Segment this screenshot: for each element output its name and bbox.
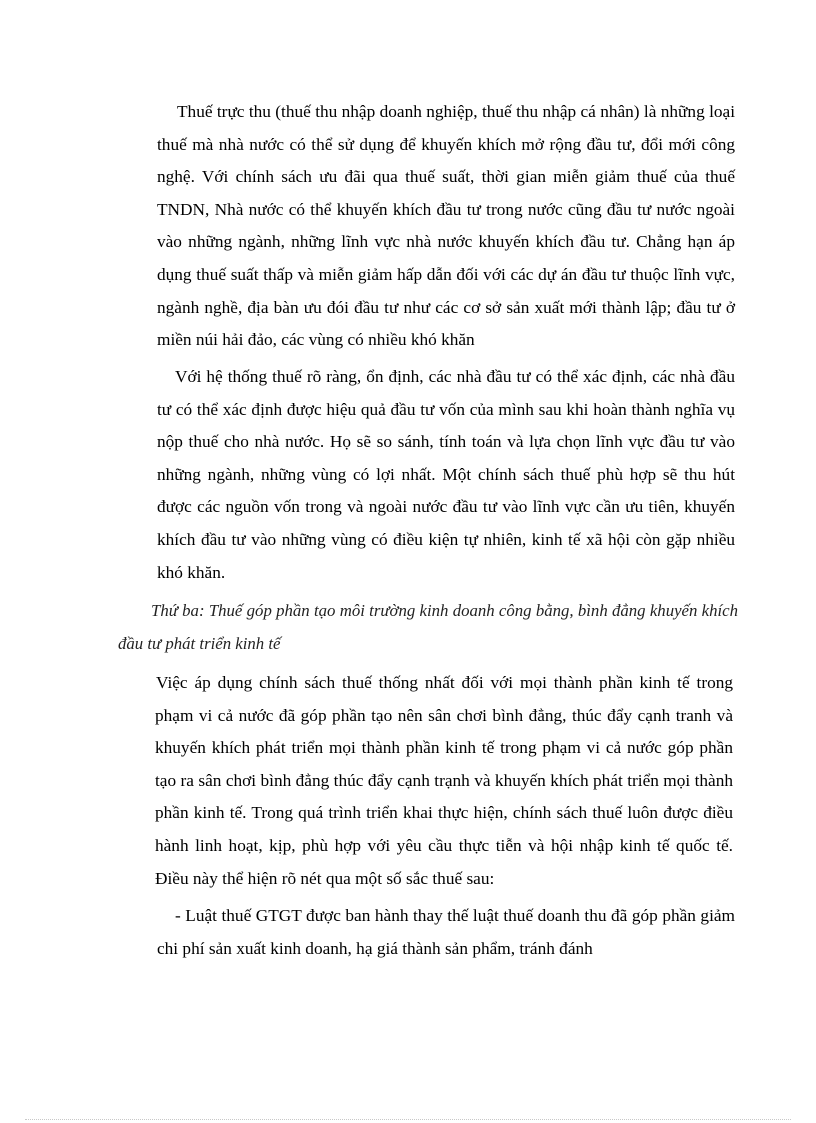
section-heading-third: Thứ ba: Thuế góp phần tạo môi trường kinh doanh công bằng, bình đẳng khuyến khích đầu tư phát triển kinh tế	[118, 601, 738, 653]
page-bottom-divider	[25, 1119, 791, 1120]
paragraph-vat-law: - Luật thuế GTGT được ban hành thay thế luật thuế doanh thu đã góp phần giảm chi phí sản xuất kinh doanh, hạ giá thành sản phẩm, tránh đánh	[157, 906, 735, 958]
paragraph-unified-policy: Việc áp dụng chính sách thuế thống nhất đối với mọi thành phần kinh tế trong phạm vi cả nước đã góp phần tạo nên sân chơi bình đẳng, thúc đẩy cạnh tranh và khuyến khích phát triển mọi thành phần kinh tế trong phạm vi cả nước góp phần tạo ra sân chơi bình đẳng thúc đẩy cạnh trạnh và khuyến khích phát triển mọi thành phần kinh tế. Trong quá trình triển khai thực hiện, chính sách thuế luôn được điều hành linh hoạt, kịp, phù hợp với yêu cầu thực tiễn và hội nhập kinh tế quốc tế. Điều này thể hiện rõ nét qua một số sắc thuế sau:	[155, 673, 733, 888]
paragraph-direct-tax: Thuế trực thu (thuế thu nhập doanh nghiệp, thuế thu nhập cá nhân) là những loại thuế mà nhà nước có thể sử dụng để khuyến khích mở rộng đầu tư, đổi mới công nghệ. Với chính sách ưu đãi qua thuế suất, thời gian miễn giảm thuế của thuế TNDN, Nhà nước có thể khuyến khích đầu tư trong nước cũng đầu tư nước ngoài vào những ngành, những lĩnh vực nhà nước khuyến khích đầu tư. Chẳng hạn áp dụng thuế suất thấp và miễn giảm hấp dẫn đối với các dự án đầu tư thuộc lĩnh vực, ngành nghề, địa bàn ưu đói đầu tư như các cơ sở sản xuất mới thành lập; đầu tư ở miền núi hải đảo, các vùng có nhiều khó khăn	[157, 102, 735, 350]
paragraph-tax-system: Với hệ thống thuế rõ ràng, ổn định, các nhà đầu tư có thể xác định, các nhà đầu tư có thể xác định được hiệu quả đầu tư vốn của mình sau khi hoàn thành nghĩa vụ nộp thuế cho nhà nước. Họ sẽ so sánh, tính toán và lựa chọn lĩnh vực đầu tư vào những ngành, những vùng có lợi nhất. Một chính sách thuế phù hợp sẽ thu hút được các nguồn vốn trong và ngoài nước đầu tư vào lĩnh vực cần ưu tiên, khuyến khích đầu tư vào những vùng có điều kiện tự nhiên, kinh tế xã hội còn gặp nhiều khó khăn.	[157, 367, 735, 582]
